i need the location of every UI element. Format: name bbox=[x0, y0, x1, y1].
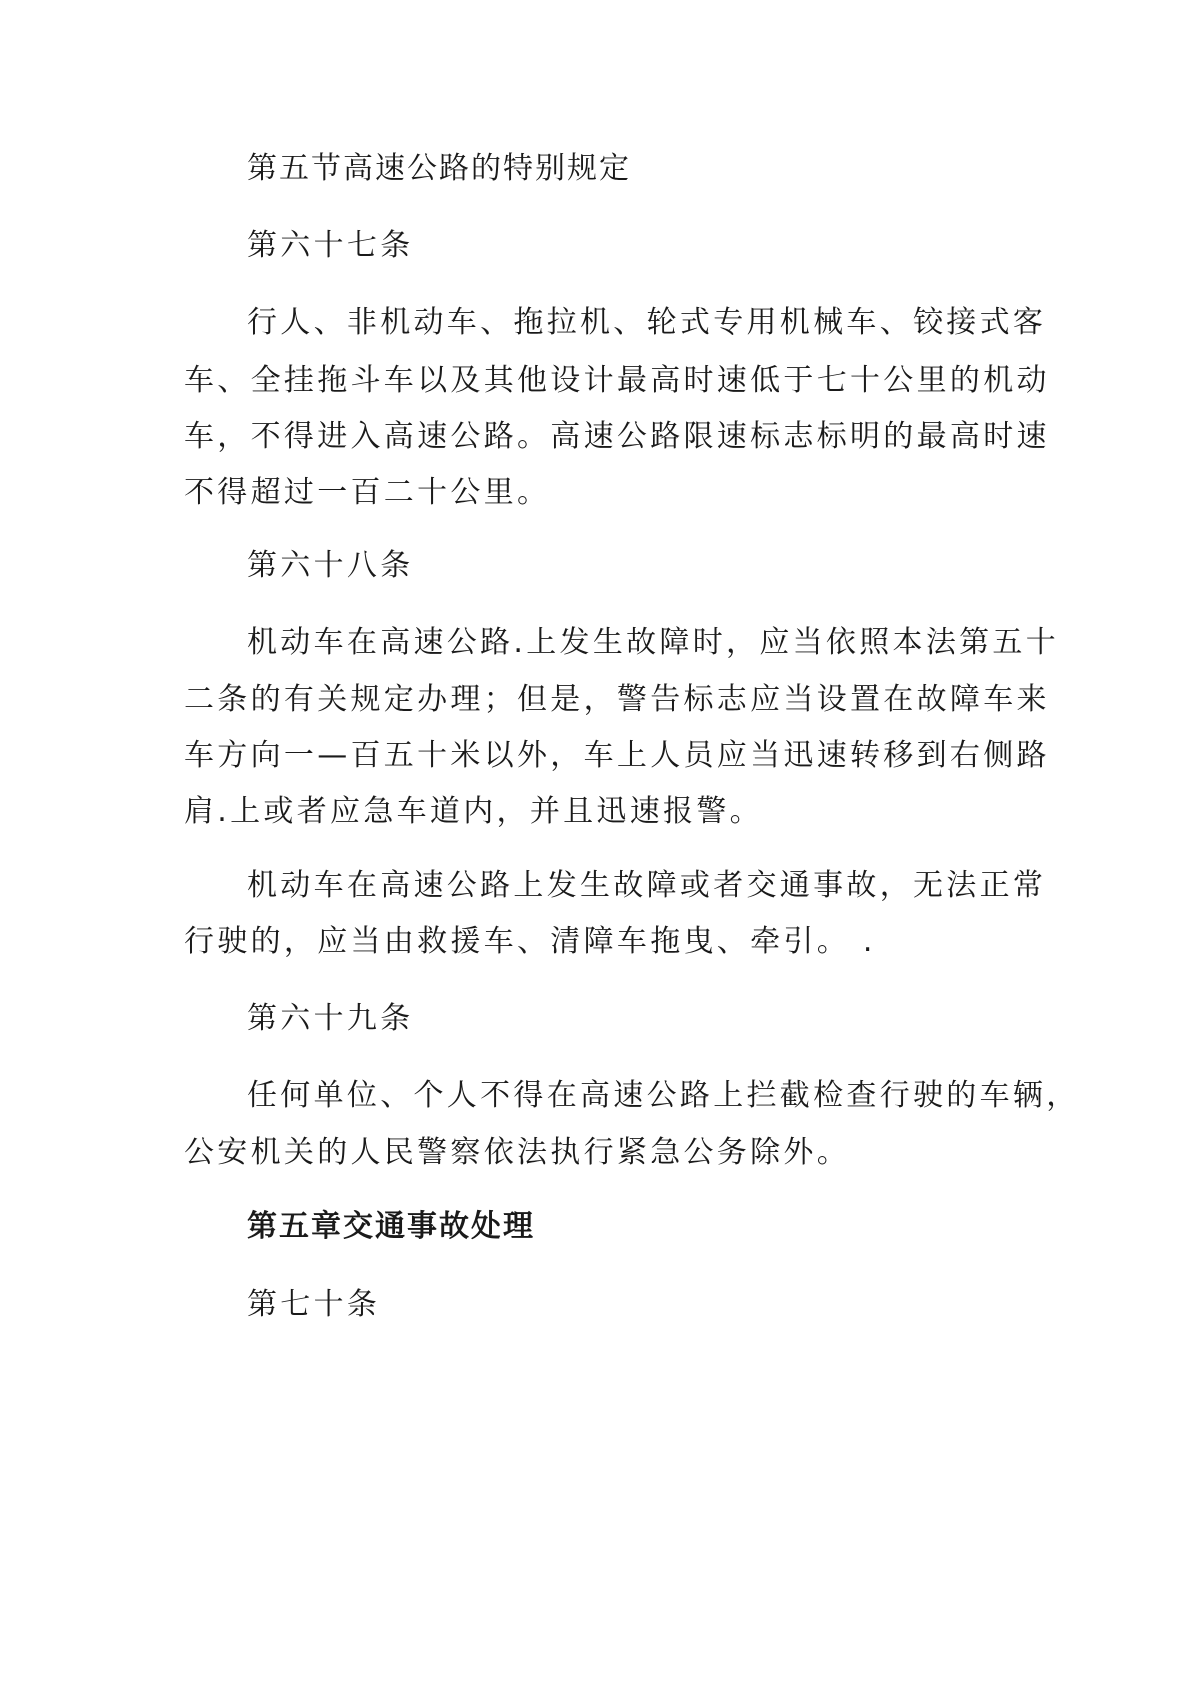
article-68-line-2: 二条的有关规定办理；但是，警告标志应当设置在故障车来 bbox=[184, 682, 1050, 717]
article-title-67: 第六十七条 bbox=[247, 228, 414, 263]
article-68-line-3: 车方向一—百五十米以外，车上人员应当迅速转移到右侧路 bbox=[184, 738, 1050, 773]
article-67-line-3: 车，不得进入高速公路。高速公路限速标志标明的最高时速 bbox=[184, 419, 1050, 454]
article-title-69: 第六十九条 bbox=[247, 1001, 414, 1036]
chapter-heading: 第五章交通事故处理 bbox=[247, 1209, 535, 1244]
article-68-line-1: 机动车在高速公路.上发生故障时，应当依照本法第五十 bbox=[247, 625, 1060, 660]
article-68-para2-line-2: 行驶的，应当由救援车、清障车拖曳、牵引。 . bbox=[184, 924, 876, 959]
article-68-line-4: 肩.上或者应急车道内，并且迅速报警。 bbox=[184, 794, 763, 829]
section-heading: 第五节高速公路的特别规定 bbox=[247, 151, 631, 186]
article-title-68: 第六十八条 bbox=[247, 548, 414, 583]
article-title-70: 第七十条 bbox=[247, 1287, 381, 1322]
article-67-line-4: 不得超过一百二十公里。 bbox=[184, 475, 551, 510]
article-69-line-2: 公安机关的人民警察依法执行紧急公务除外。 bbox=[184, 1135, 850, 1170]
article-68-para2-line-1: 机动车在高速公路上发生故障或者交通事故，无法正常 bbox=[247, 868, 1047, 903]
article-67-line-2: 车、全挂拖斗车以及其他设计最高时速低于七十公里的机动 bbox=[184, 363, 1050, 398]
article-69-line-1: 任何单位、个人不得在高速公路上拦截检查行驶的车辆， bbox=[247, 1078, 1080, 1113]
article-67-line-1: 行人、非机动车、拖拉机、轮式专用机械车、铰接式客 bbox=[247, 305, 1047, 340]
